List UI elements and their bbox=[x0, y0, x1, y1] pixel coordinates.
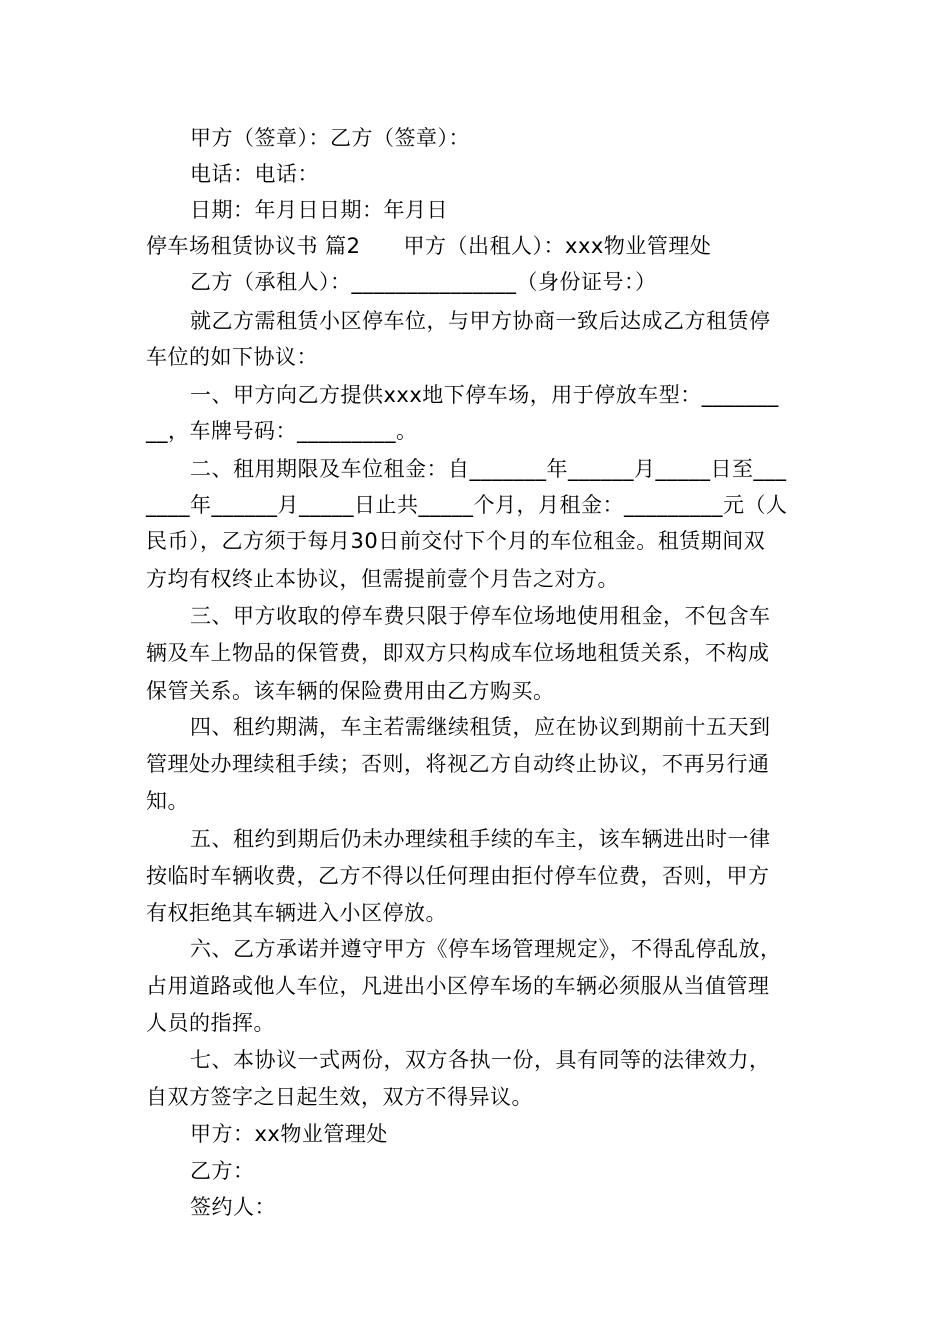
clause-3-line: 辆及车上物品的保管费，即双方只构成车位场地租赁关系，不构成 bbox=[146, 641, 770, 665]
intro-paragraph-line: 车位的如下协议： bbox=[146, 345, 318, 369]
clause-2-line: 方均有权终止本协议，但需提前壹个月告之对方。 bbox=[146, 567, 619, 591]
clause-5-line: 有权拒绝其车辆进入小区停放。 bbox=[146, 901, 447, 925]
clause-4-line: 四、租约期满，车主若需继续租赁，应在协议到期前十五天到 bbox=[190, 715, 771, 739]
clause-7-line: 自双方签字之日起生效，双方不得异议。 bbox=[146, 1085, 533, 1109]
signatory-line: 签约人： bbox=[190, 1195, 276, 1219]
party-a-signature: 甲方：xx物业管理处 bbox=[190, 1122, 388, 1146]
clause-2-line: 民币），乙方须于每月30日前交付下个月的车位租金。租赁期间双 bbox=[146, 529, 766, 553]
phone-line: 电话：电话： bbox=[190, 162, 319, 186]
clause-6-line: 占用道路或他人车位，凡进出小区停车场的车辆必须服从当值管理 bbox=[146, 974, 770, 998]
party-b-line: 乙方（承租人）：_______________（身份证号：） bbox=[190, 270, 657, 294]
clause-1-line: __，车牌号码：_________。 bbox=[146, 419, 418, 443]
clause-5-line: 按临时车辆收费，乙方不得以任何理由拒付停车位费，否则，甲方 bbox=[146, 864, 770, 888]
party-b-signature: 乙方： bbox=[190, 1159, 255, 1183]
intro-paragraph-line: 就乙方需租赁小区停车位，与甲方协商一致后达成乙方租赁停 bbox=[190, 309, 771, 333]
clause-1-line: 一、甲方向乙方提供xxx地下停车场，用于停放车型：_______ bbox=[190, 383, 779, 407]
clause-6-line: 六、乙方承诺并遵守甲方《停车场管理规定》，不得乱停乱放， bbox=[190, 937, 782, 961]
clause-3-line: 三、甲方收取的停车费只限于停车位场地使用租金，不包含车 bbox=[190, 604, 771, 628]
clause-4-line: 管理处办理续租手续；否则，将视乙方自动终止协议，不再另行通 bbox=[146, 752, 770, 776]
clause-2-line: 二、租用期限及车位租金：自_______年______月_____日至___ bbox=[190, 457, 787, 481]
agreement-heading: 停车场租赁协议书 篇2 甲方（出租人）：xxx物业管理处 bbox=[146, 234, 712, 258]
clause-7-line: 七、本协议一式两份，双方各执一份，具有同等的法律效力， bbox=[190, 1048, 771, 1072]
signature-line: 甲方（签章）：乙方（签章）： bbox=[190, 126, 470, 150]
clause-2-line: ____年______月_____日止共_____个月，月租金：_________元（人 bbox=[146, 493, 788, 517]
clause-3-line: 保管关系。该车辆的保险费用由乙方购买。 bbox=[146, 679, 555, 703]
date-line: 日期：年月日日期：年月日 bbox=[190, 198, 448, 222]
clause-5-line: 五、租约到期后仍未办理续租手续的车主，该车辆进出时一律 bbox=[190, 827, 771, 851]
clause-6-line: 人员的指挥。 bbox=[146, 1011, 275, 1035]
clause-4-line: 知。 bbox=[146, 789, 189, 813]
